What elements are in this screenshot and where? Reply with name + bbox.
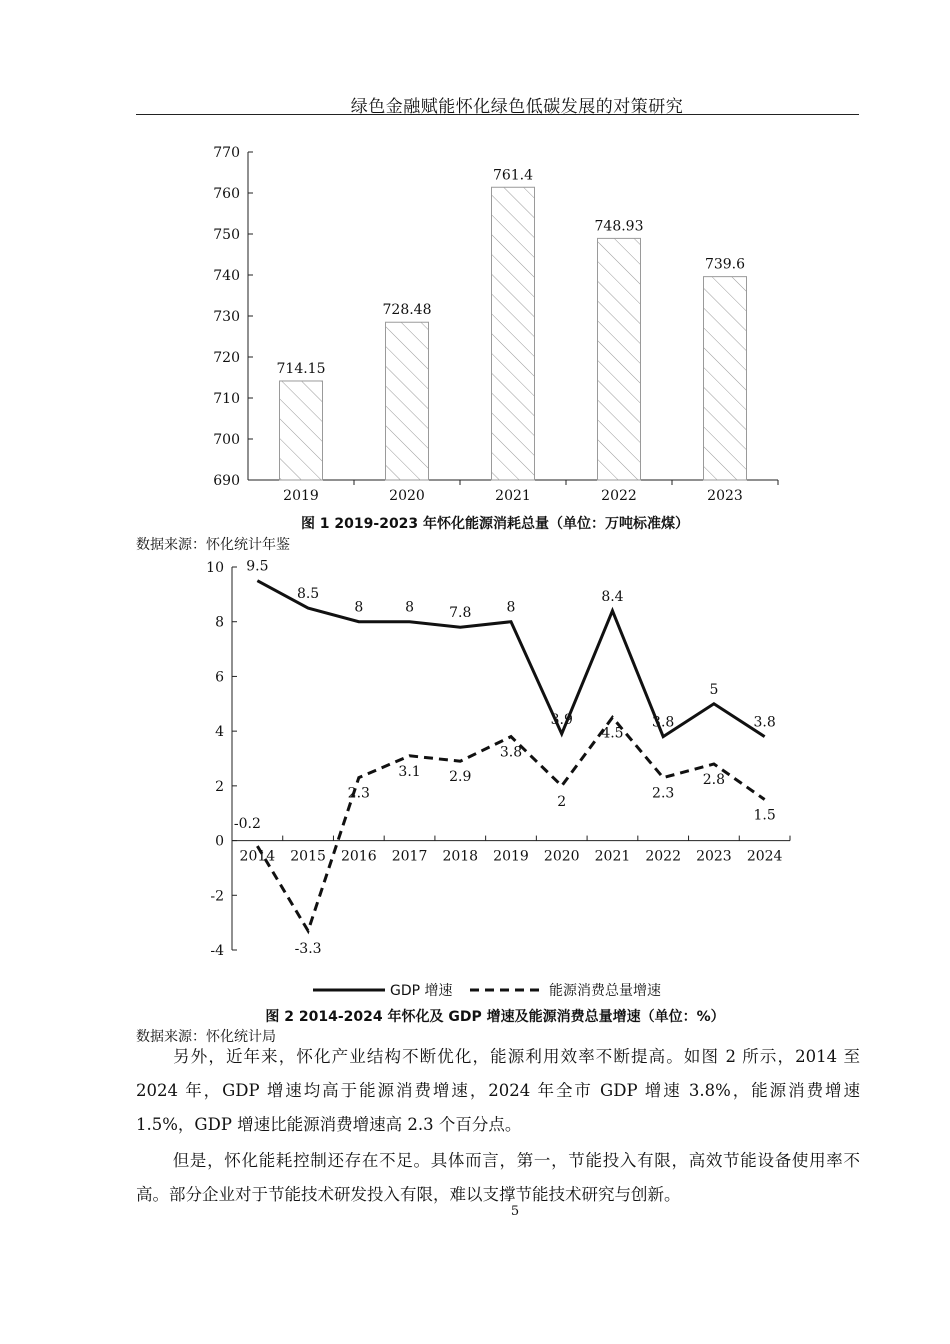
line-y-tick-label: 0 (215, 833, 224, 850)
gdp-data-label: 3.9 (550, 711, 573, 728)
line-y-tick-label: -4 (210, 943, 224, 959)
gdp-data-label: 8 (506, 599, 516, 616)
energy-data-label: 2.9 (449, 769, 472, 786)
energy-data-label: 4.5 (601, 725, 624, 742)
bar-x-tick-label: 2019 (283, 488, 319, 504)
energy-data-label: 2 (557, 793, 567, 810)
gdp-data-label: 8 (405, 599, 415, 616)
running-header: 绿色金融赋能怀化绿色低碳发展的对策研究 (350, 97, 684, 117)
bar-data-label: 761.4 (492, 167, 534, 184)
line-x-tick-label: 2019 (493, 848, 529, 865)
figure-2-caption: 图 2 2014-2024 年怀化及 GDP 增速及能源消费总量增速（单位：%） (265, 1009, 725, 1025)
line-y-tick-label: 4 (215, 724, 224, 741)
line-y-tick-label: 2 (215, 778, 224, 795)
bar-x-tick-label: 2021 (495, 488, 531, 504)
bar-y-tick-label: 740 (213, 268, 240, 284)
page-number: 5 (510, 1204, 520, 1219)
line-x-tick-label: 2018 (442, 848, 479, 865)
bar-data-label: 739.6 (704, 256, 746, 273)
line-x-tick-label: 2016 (340, 848, 377, 865)
bar-x-tick-label: 2023 (707, 488, 743, 504)
paragraph-2-text: 但是，怀化能耗控制还存在不足。具体而言，第一，节能投入有限，高效节能设备使用率不高。部分企业对于节能技术研发投入有限，难以支撑节能技术研究与创新。 (136, 1151, 860, 1204)
energy-data-label: 3.1 (398, 763, 421, 780)
gdp-data-label: 3.8 (652, 714, 675, 731)
figure-2-source: 数据来源：怀化统计局 (136, 1029, 276, 1045)
energy-consumption-bar-chart (213, 145, 778, 504)
bar-2021 (492, 187, 535, 480)
bar-data-label: 748.93 (594, 218, 644, 235)
gdp-data-label: 3.8 (753, 714, 776, 731)
paragraph-2 (136, 1144, 860, 1212)
bar-y-tick-label: 720 (213, 350, 240, 366)
gdp-data-label: 8.5 (296, 586, 320, 603)
bar-2020 (386, 322, 429, 480)
legend-energy-label: 能源消费总量增速 (549, 983, 661, 999)
energy-data-label: 2.3 (652, 785, 675, 802)
line-x-tick-label: 2024 (746, 848, 783, 865)
gdp-data-label: 8.4 (601, 588, 624, 605)
line-x-tick-label: 2015 (290, 848, 326, 865)
bar-y-tick-label: 710 (213, 391, 240, 407)
figure-1-caption: 图 1 2019-2023 年怀化能源消耗总量（单位：万吨标准煤） (300, 516, 690, 532)
line-x-tick-label: 2014 (239, 848, 276, 865)
bar-y-tick-label: 730 (213, 309, 240, 325)
line-y-tick-label: 6 (215, 669, 224, 686)
gdp-data-label: 7.8 (449, 605, 472, 622)
bar-y-tick-label: 700 (213, 432, 240, 448)
line-y-tick-label: -2 (210, 888, 224, 905)
energy-data-label: 3.8 (499, 744, 523, 761)
line-y-tick-label: 10 (206, 560, 224, 576)
line-x-tick-label: 2017 (391, 848, 428, 865)
bar-2019 (280, 381, 323, 480)
gdp-data-label: 8 (354, 599, 364, 616)
energy-data-label: -0.2 (233, 816, 261, 833)
bar-x-tick-label: 2020 (389, 488, 425, 504)
bar-y-tick-label: 760 (213, 186, 240, 202)
line-x-tick-label: 2022 (645, 848, 682, 865)
figure-1-source: 数据来源：怀化统计年鉴 (136, 537, 290, 553)
bar-2022 (598, 238, 641, 480)
bar-y-tick-label: 770 (213, 145, 240, 161)
gdp-data-label: 9.5 (246, 558, 269, 575)
bar-2023 (704, 277, 747, 480)
bar-y-tick-label: 690 (213, 473, 240, 489)
growth-rate-line-chart (206, 559, 790, 999)
energy-data-label: 1.5 (753, 807, 776, 824)
paragraph-1-text: 另外，近年来，怀化产业结构不断优化，能源利用效率不断提高。如图 2 所示，2014 至 2024 年，GDP 增速均高于能源消费增速，2024 年全市 GDP 增速 3.8%，能源消费增速 1.5%，GDP 增速比能源消费增速高 2.3 个百分点。 (136, 1047, 860, 1134)
bar-y-tick-label: 750 (213, 227, 240, 243)
line-x-tick-label: 2020 (543, 848, 580, 865)
line-y-tick-label: 8 (215, 614, 224, 631)
energy-data-label: 2.3 (347, 785, 370, 802)
bar-data-label: 728.48 (382, 302, 432, 319)
line-x-tick-label: 2021 (594, 848, 631, 865)
bar-x-tick-label: 2022 (601, 488, 637, 504)
energy-data-label: 2.8 (702, 771, 726, 788)
legend-gdp-label: GDP 增速 (390, 983, 453, 999)
bar-data-label: 714.15 (276, 360, 326, 377)
energy-data-label: -3.3 (294, 940, 322, 957)
paragraph-1 (136, 1040, 860, 1142)
line-x-tick-label: 2023 (696, 848, 732, 865)
gdp-data-label: 5 (709, 681, 719, 698)
